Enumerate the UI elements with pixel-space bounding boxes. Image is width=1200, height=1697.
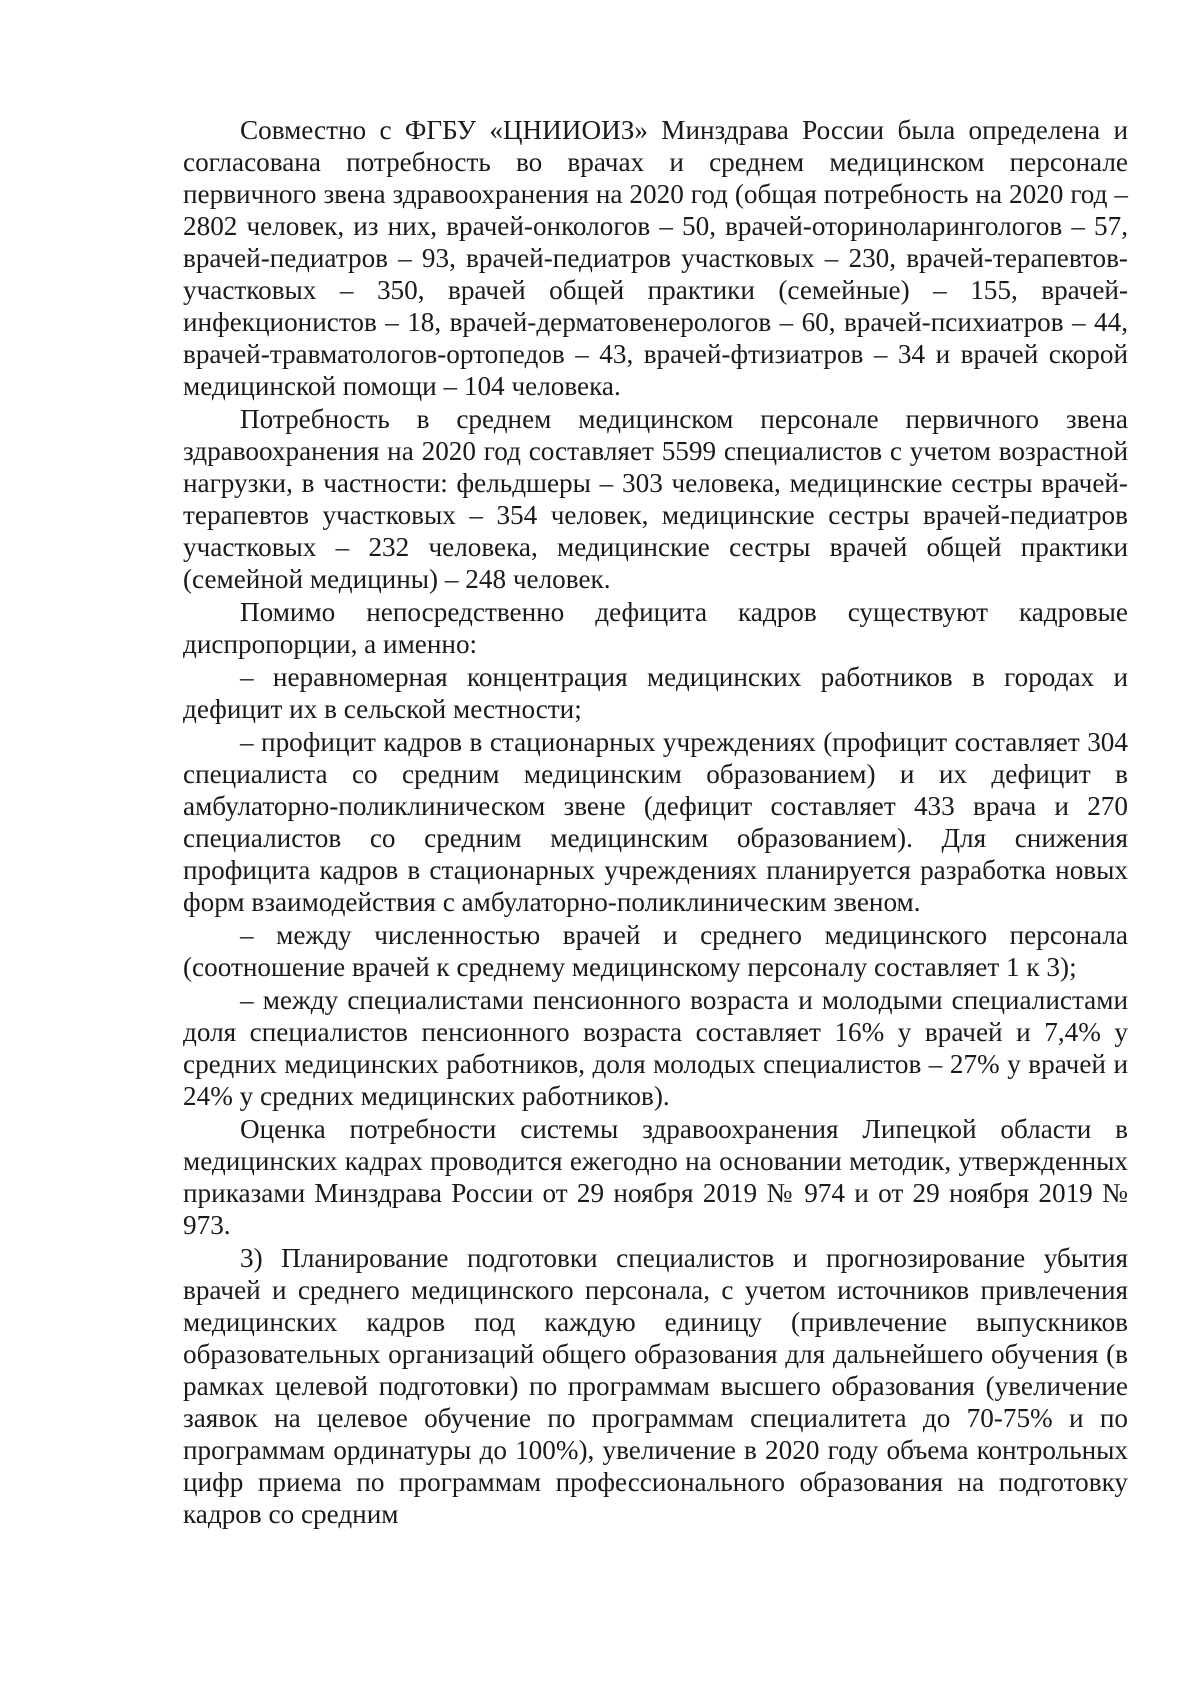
paragraph-training-planning: 3) Планирование подготовки специалистов и прогнозирование убытия врачей и среднего медицинского персонала, с учетом источников привлечения медицинских кадров под каждую единицу (привлечение выпускников образовательных организаций общего образования для дальнейшего обучения (в рамках целевой подготовки) по программам высшего образования (увеличение заявок на целевое обучение по программам специалитета до 70-75% и по программам ординатуры до 100%), увеличение в 2020 году объема контрольных цифр приема по программам профессионального образования на подготовку кадров со средним <box>183 1243 1128 1529</box>
paragraph-needs-doctors: Совместно с ФГБУ «ЦНИИОИЗ» Минздрава России была определена и согласована потребность во врачах и среднем медицинском персонале первичного звена здравоохранения на 2020 год (общая потребность на 2020 год – 2802 человек, из них, врачей-онкологов – 50, врачей-оториноларингологов – 57, врачей-педиатров – 93, врачей-педиатров участковых – 230, врачей-терапевтов-участковых – 350, врачей общей практики (семейные) – 155, врачей-инфекционистов – 18, врачей-дерматовенерологов – 60, врачей-психиатров – 44, врачей-травматологов-ортопедов – 43, врачей-фтизиатров – 34 и врачей скорой медицинской помощи – 104 человека. <box>183 115 1128 401</box>
paragraph-disproportions-intro: Помимо непосредственно дефицита кадров существуют кадровые диспропорции, а именно: <box>183 597 1128 659</box>
list-item-rural-deficit: – неравномерная концентрация медицинских работников в городах и дефицит их в сельской местности; <box>183 662 1128 724</box>
document-body <box>183 114 1128 1530</box>
list-item-doctor-nurse-ratio: – между численностью врачей и среднего медицинского персонала (соотношение врачей к среднему медицинскому персоналу составляет 1 к 3); <box>183 920 1128 982</box>
list-item-age-structure: – между специалистами пенсионного возраста и молодыми специалистами доля специалистов пенсионного возраста составляет 16% у врачей и 7,4% у средних медицинских работников, доля молодых специалистов – 27% у врачей и 24% у средних медицинских работников). <box>183 985 1128 1111</box>
paragraph-needs-assessment: Оценка потребности системы здравоохранения Липецкой области в медицинских кадрах проводится ежегодно на основании методик, утвержденных приказами Минздрава России от 29 ноября 2019 № 974 и от 29 ноября 2019 № 973. <box>183 1114 1128 1240</box>
list-item-inpatient-surplus: – профицит кадров в стационарных учреждениях (профицит составляет 304 специалиста со средним медицинским образованием) и их дефицит в амбулаторно-поликлиническом звене (дефицит составляет 433 врача и 270 специалистов со средним медицинским образованием). Для снижения профицита кадров в стационарных учреждениях планируется разработка новых форм взаимодействия с амбулаторно-поликлиническим звеном. <box>183 727 1128 917</box>
paragraph-needs-nurses: Потребность в среднем медицинском персонале первичного звена здравоохранения на 2020 год составляет 5599 специалистов с учетом возрастной нагрузки, в частности: фельдшеры – 303 человека, медицинские сестры врачей-терапевтов участковых – 354 человек, медицинские сестры врачей-педиатров участковых – 232 человека, медицинские сестры врачей общей практики (семейной медицины) – 248 человек. <box>183 404 1128 594</box>
